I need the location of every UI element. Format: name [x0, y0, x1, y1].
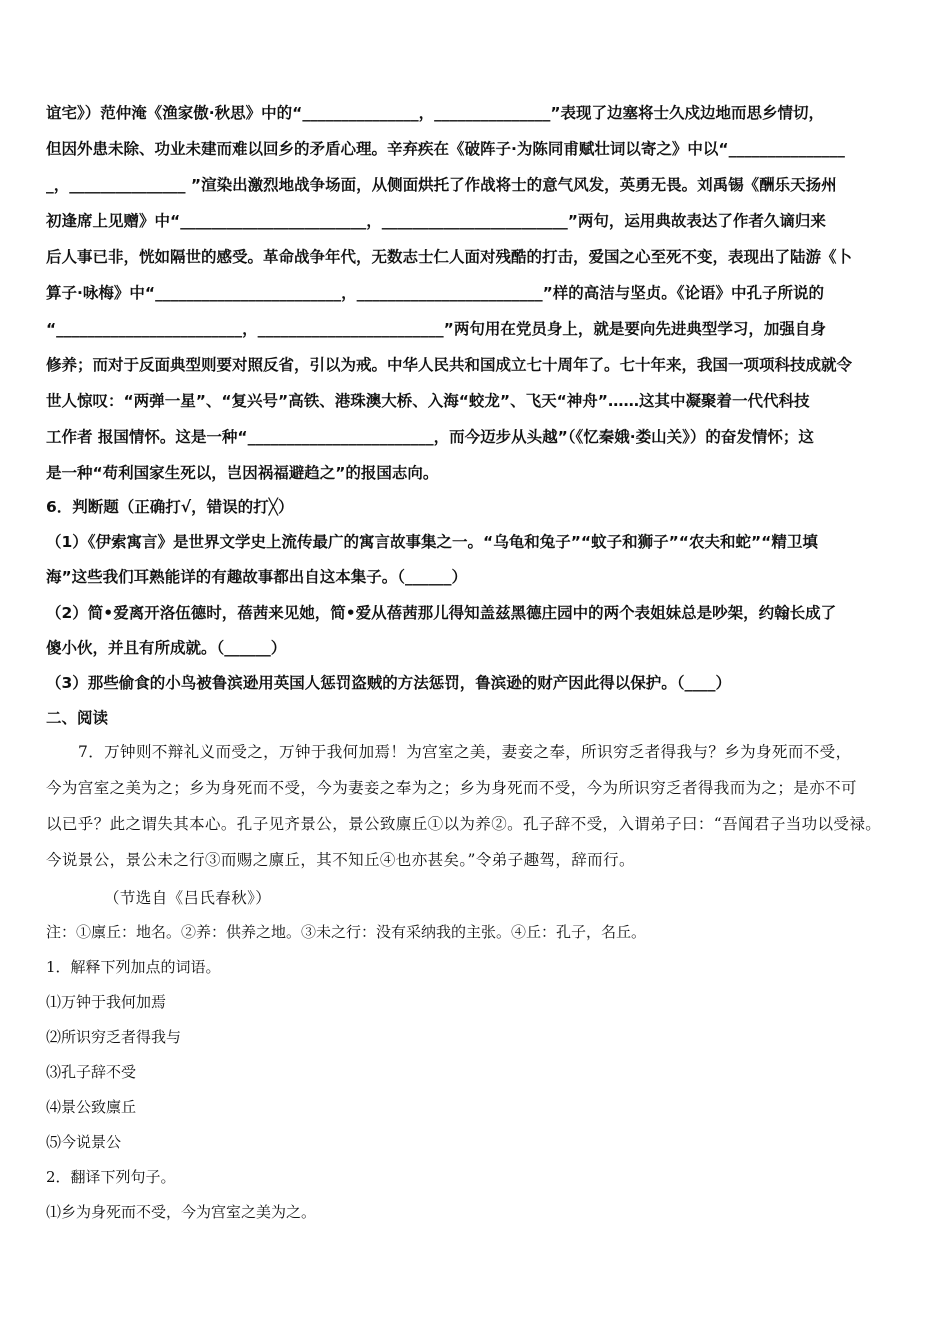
text-line: 谊宅》）范仲淹《渔家傲·秋思》中的“_______________，_______________”表现了边塞将士久戍边地而思乡情切，	[46, 104, 825, 122]
question-6-item-1: （1）《伊索寓言》是世界文学史上流传最广的寓言故事集之一。“乌龟和兔子”“蚊子和狮子”“农夫和蛇”“精卫填	[46, 533, 818, 551]
text-line: 世人惊叹：“两弹一星”、“复兴号”高铁、港珠澳大桥、入海“蛟龙”、飞天“神舟”……这其中凝聚着一代代科技	[46, 392, 810, 410]
text-line: 但因外患未除、功业未建而难以回乡的矛盾心理。辛弃疾在《破阵子·为陈同甫赋壮词以寄之》中以“_______________	[46, 140, 845, 158]
question-2-item: ⑴乡为身死而不受，今为宫室之美为之。	[46, 1203, 317, 1221]
passage-notes: 注：①廪丘：地名。②养：供养之地。③未之行：没有采纳我的主张。④丘：孔子，名丘。	[46, 923, 647, 941]
question-1-item: ⑶孔子辞不受	[46, 1063, 137, 1081]
text-line: 后人事已非，恍如隔世的感受。革命战争年代，无数志士仁人面对残酷的打击，爱国之心至死不变，表现出了陆游《卜	[46, 248, 853, 266]
passage-source: （节选自《吕氏春秋》）	[104, 889, 272, 907]
text-line: 工作者 报国情怀。这是一种“________________________，而今迈步从头越”（《忆秦娥·娄山关》）的奋发情怀；这	[46, 428, 814, 446]
question-6-heading: 6．判断题（正确打√，错误的打╳）	[46, 498, 294, 516]
question-1-item: ⑴万钟于我何加焉	[46, 993, 167, 1011]
question-1-item: ⑷景公致廪丘	[46, 1098, 137, 1116]
question-1-item: ⑸今说景公	[46, 1133, 122, 1151]
question-6-item-3: （3）那些偷食的小鸟被鲁滨逊用英国人惩罚盗贼的方法惩罚，鲁滨逊的财产因此得以保护。（____）	[46, 674, 732, 692]
question-2-heading: 2．翻译下列句子。	[46, 1168, 176, 1186]
text-line: “________________________，________________________”两句用在党员身上，就是要向先进典型学习，加强自身	[46, 320, 826, 338]
question-6-item-2-cont: 傻小伙，并且有所成就。（______）	[46, 639, 287, 657]
text-line: 算子·咏梅》中“________________________，________________________”样的高洁与坚贞。《论语》中孔子所说的	[46, 284, 825, 302]
question-6-item-1-cont: 海”这些我们耳熟能详的有趣故事都出自这本集子。（______）	[46, 568, 467, 586]
section-heading-reading: 二、阅读	[46, 709, 109, 727]
question-1-heading: 1．解释下列加点的词语。	[46, 958, 221, 976]
text-line: 初逢席上见赠》中“________________________，________________________”两句，运用典故表达了作者久谪归来	[46, 212, 826, 230]
passage-line: 今说景公，景公未之行③而赐之廪丘，其不知丘④也亦甚矣。”令弟子趣驾，辞而行。	[46, 851, 635, 869]
passage-line: 今为宫室之美为之；乡为身死而不受，今为妻妾之奉为之；乡为身死而不受，今为所识穷乏者得我而为之；是亦不可	[46, 779, 857, 797]
text-line: 修养；而对于反面典型则要对照反省，引以为戒。中华人民共和国成立七十周年了。七十年来，我国一项项科技成就令	[46, 356, 853, 374]
text-line: 是一种“苟利国家生死以，岂因祸福避趋之”的报国志向。	[46, 464, 439, 482]
passage-line: 7．万钟则不辩礼义而受之，万钟于我何加焉！为宫室之美，妻妾之奉，所识穷乏者得我与？乡为身死而不受，	[78, 743, 852, 761]
question-1-item: ⑵所识穷乏者得我与	[46, 1028, 182, 1046]
question-6-item-2: （2）简•爱离开洛伍德时，蓓茜来见她，简•爱从蓓茜那儿得知盖兹黑德庄园中的两个表姐妹总是吵架，约翰长成了	[46, 604, 837, 622]
text-line: _，_______________ ”渲染出激烈地战争场面，从侧面烘托了作战将士的意气风发，英勇无畏。刘禹锡《酬乐天扬州	[46, 176, 837, 194]
passage-line: 以已乎？此之谓失其本心。孔子见齐景公，景公致廪丘①以为养②。孔子辞不受，入谓弟子曰：“吾闻君子当功以受禄。	[46, 815, 882, 833]
